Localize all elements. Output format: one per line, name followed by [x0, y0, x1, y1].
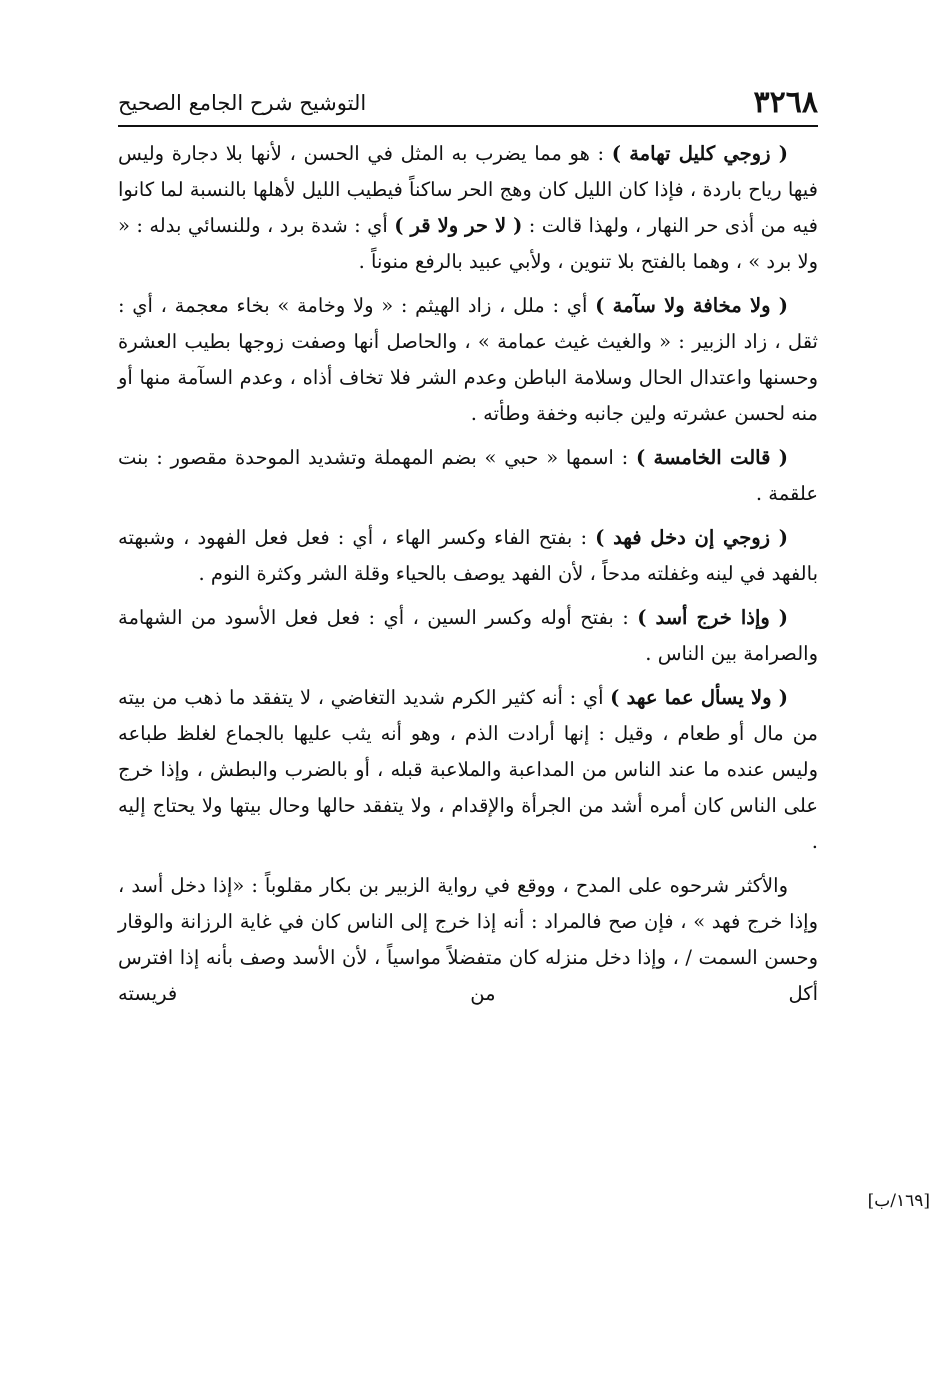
- lemma: ( قالت الخامسة ): [635, 446, 788, 469]
- page-header: [118, 72, 818, 118]
- lemma: ( زوجي إن دخل فهد ): [595, 526, 789, 549]
- lemma: ( ولا يسأل عما عهد ): [610, 686, 788, 709]
- commentary: : هو مما يضرب به المثل في الحسن ، لأنها بلا دجارة وليس فيها رياح باردة ، فإذا كان الليل كان وهج الحر ساكناً فيطيب الليل لأهلها بالنسبة لما كانوا فيه من أذى حر النهار ، ولهذا قالت :: [118, 142, 819, 237]
- lemma: ( لا حر ولا قر ): [394, 214, 523, 237]
- page-body: [118, 136, 818, 1020]
- paragraph-1: [118, 136, 818, 280]
- paragraph-2: [118, 288, 818, 432]
- paragraph-6: [118, 680, 818, 860]
- paragraph-5: [118, 600, 818, 672]
- lemma: ( وإذا خرج أسد ): [637, 606, 789, 629]
- running-title: التوشيح شرح الجامع الصحيح: [118, 91, 367, 115]
- commentary: : بفتح الفاء وكسر الهاء ، أي : فعل فعل الفهود ، وشبهته بالفهد في لينه وغفلته مدحاً ، لأن الفهد يوصف بالحياء وقلة الشر وكثرة النوم .: [118, 526, 818, 585]
- paragraph-3: [118, 440, 818, 512]
- header-rule: [118, 125, 818, 127]
- commentary: : اسمها « حبي » بضم المهملة وتشديد الموحدة مقصور : بنت علقمة .: [118, 446, 818, 505]
- manuscript-folio-marker: [١٦٩/ب]: [867, 1191, 930, 1211]
- paragraph-4: [118, 520, 818, 592]
- commentary: والأكثر شرحوه على المدح ، ووقع في رواية الزبير بن بكار مقلوباً : «إذا دخل أسد ، وإذا خرج فهد » ، فإن صح فالمراد : أنه إذا خرج إلى الناس كان في غاية الرزانة والوقار وحسن السمت / ، وإذا دخل منزله كان متفضلاً مواسياً ، لأن الأسد وصف بأنه إذا افترس أكل من فريسته: [118, 874, 819, 1005]
- commentary: أي : أنه كثير الكرم شديد التغاضي ، لا يتفقد ما ذهب من بيته من مال أو طعام ، وقيل : إنها أرادت الذم ، وهو أنه يثب عليها بالجماع لغلظ طباعه وليس عنده ما عند الناس من المداعبة والملاعبة قبله ، أو بالضرب والبطش ، وإذا خرج على الناس كان أمره أشد من الجرأة والإقدام ، ولا يتفقد حالها وحال بيتها ولا يحتاج إليه .: [118, 686, 818, 853]
- lemma: ( زوجي كليل تهامة ): [611, 142, 788, 165]
- commentary: أي : شدة برد ، وللنسائي بدله : « ولا برد » ، وهما بالفتح بلا تنوين ، ولأبي عبيد بالرفع منوناً .: [118, 214, 818, 273]
- lemma: ( ولا مخافة ولا سآمة ): [595, 294, 789, 317]
- paragraph-7: [118, 868, 818, 1012]
- page-number: ٣٢٦٨: [753, 85, 818, 120]
- commentary: أي : ملل ، زاد الهيثم : « ولا وخامة » بخاء معجمة ، أي : ثقل ، زاد الزبير : « والغيث غيث عمامة » ، والحاصل أنها وصفت زوجها بطيب العشرة وحسنها واعتدال الحال وسلامة الباطن وعدم الشر فلا تخاف أذاه ، وعدم السآمة منها أو منه لحسن عشرته ولين جانبه وخفة وطأته .: [118, 294, 818, 425]
- commentary: : بفتح أوله وكسر السين ، أي : فعل فعل الأسود من الشهامة والصرامة بين الناس .: [118, 606, 818, 665]
